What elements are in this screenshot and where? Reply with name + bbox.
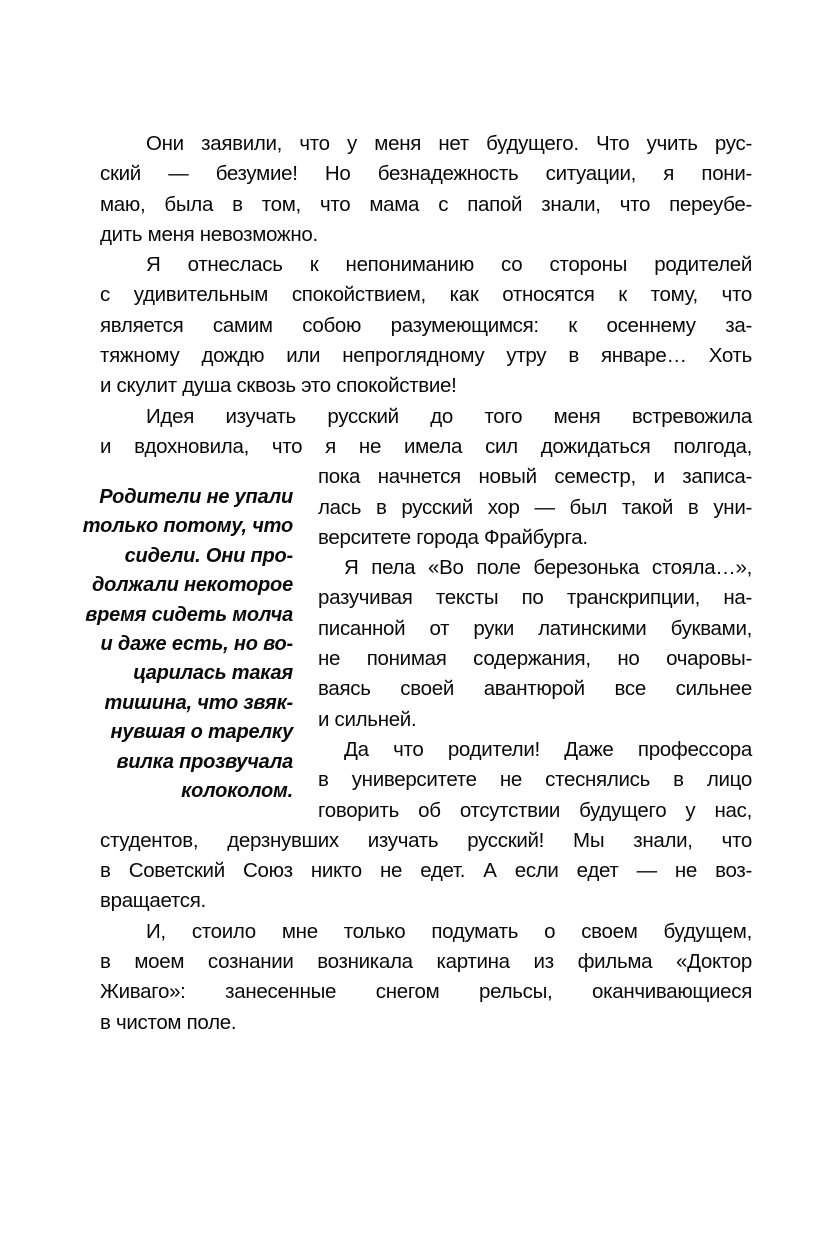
text-line: в чистом поле. <box>100 1010 237 1034</box>
paragraph-2 <box>100 250 752 401</box>
text-line: дить меня невозможно. <box>100 222 318 246</box>
text-line: Да что родители! Даже профессора <box>344 737 752 761</box>
text-line: лась в русский хор — был такой в уни- <box>318 495 752 519</box>
text-line: маю, была в том, что мама с папой знали, что переубе- <box>100 192 752 216</box>
text-line: тяжному дождю или непроглядному утру в январе… Хоть <box>100 344 752 368</box>
text-line: вращается. <box>100 889 206 913</box>
text-line: Я пела «Во поле березонька стояла…», <box>344 556 752 580</box>
text-line: и вдохновила, что я не имела сил дожидаться полгода, <box>100 434 752 458</box>
pull-quote-line: царилась такая <box>133 662 293 685</box>
pull-quote-line: сидели. Они про- <box>124 544 293 567</box>
text-line: разучивая тексты по транскрипции, на- <box>318 586 752 610</box>
pull-quote-line: и даже есть, но во- <box>100 633 293 656</box>
text-line: с удивительным спокойствием, как относятся к тому, что <box>100 283 752 307</box>
text-line: Они заявили, что у меня нет будущего. Что учить рус- <box>146 132 752 155</box>
text-line: не понимая содержания, но очаровы- <box>318 647 752 671</box>
text-line: Идея изучать русский до того меня встревожила <box>146 404 752 428</box>
text-line: ваясь своей авантюрой все сильнее <box>318 677 752 701</box>
pull-quote-line: колоколом. <box>181 780 293 803</box>
paragraph-4 <box>100 553 752 735</box>
text-line: в Советский Союз никто не едет. А если едет — не воз- <box>100 859 752 883</box>
paragraph-6 <box>100 917 752 1038</box>
paragraph-5 <box>100 735 752 917</box>
text-line: ский — безумие! Но безнадежность ситуации, я пони- <box>100 162 752 186</box>
pull-quote-line: тишина, что звяк- <box>104 691 293 714</box>
paragraph-1 <box>100 129 752 250</box>
paragraph-3 <box>100 402 752 553</box>
pull-quote-line: время сидеть молча <box>85 603 293 626</box>
text-line: и сильней. <box>318 707 417 731</box>
text-line: И, стоило мне только подумать о своем будущем, <box>146 919 752 943</box>
text-line: в университете не стеснялись в лицо <box>318 768 752 792</box>
text-line: в моем сознании возникала картина из фильма «Доктор <box>100 950 752 974</box>
text-line: писанной от руки латинскими буквами, <box>318 616 752 640</box>
pull-quote-line: нувшая о тарелку <box>110 721 293 744</box>
pull-quote-line: должали некоторое <box>91 574 293 597</box>
pull-quote-line: только потому, что <box>82 515 293 538</box>
text-line: и скулит душа сквозь это спокойствие! <box>100 374 457 398</box>
text-line: пока начнется новый семестр, и записа- <box>318 465 752 489</box>
text-line: Живаго»: занесенные снегом рельсы, оканчивающиеся <box>100 980 752 1004</box>
text-line: является самим собою разумеющимся: к осеннему за- <box>100 313 752 337</box>
text-line: верситете города Фрайбурга. <box>318 525 588 549</box>
text-line: говорить об отсутствии будущего у нас, <box>318 798 752 822</box>
text-line: Я отнеслась к непониманию со стороны родителей <box>146 253 752 277</box>
text-line: студентов, дерзнувших изучать русский! Мы знали, что <box>100 828 752 852</box>
body-text <box>100 129 752 1038</box>
pull-quote-line: вилка прозвучала <box>116 750 293 773</box>
pull-quote-line: Родители не упали <box>99 486 293 508</box>
